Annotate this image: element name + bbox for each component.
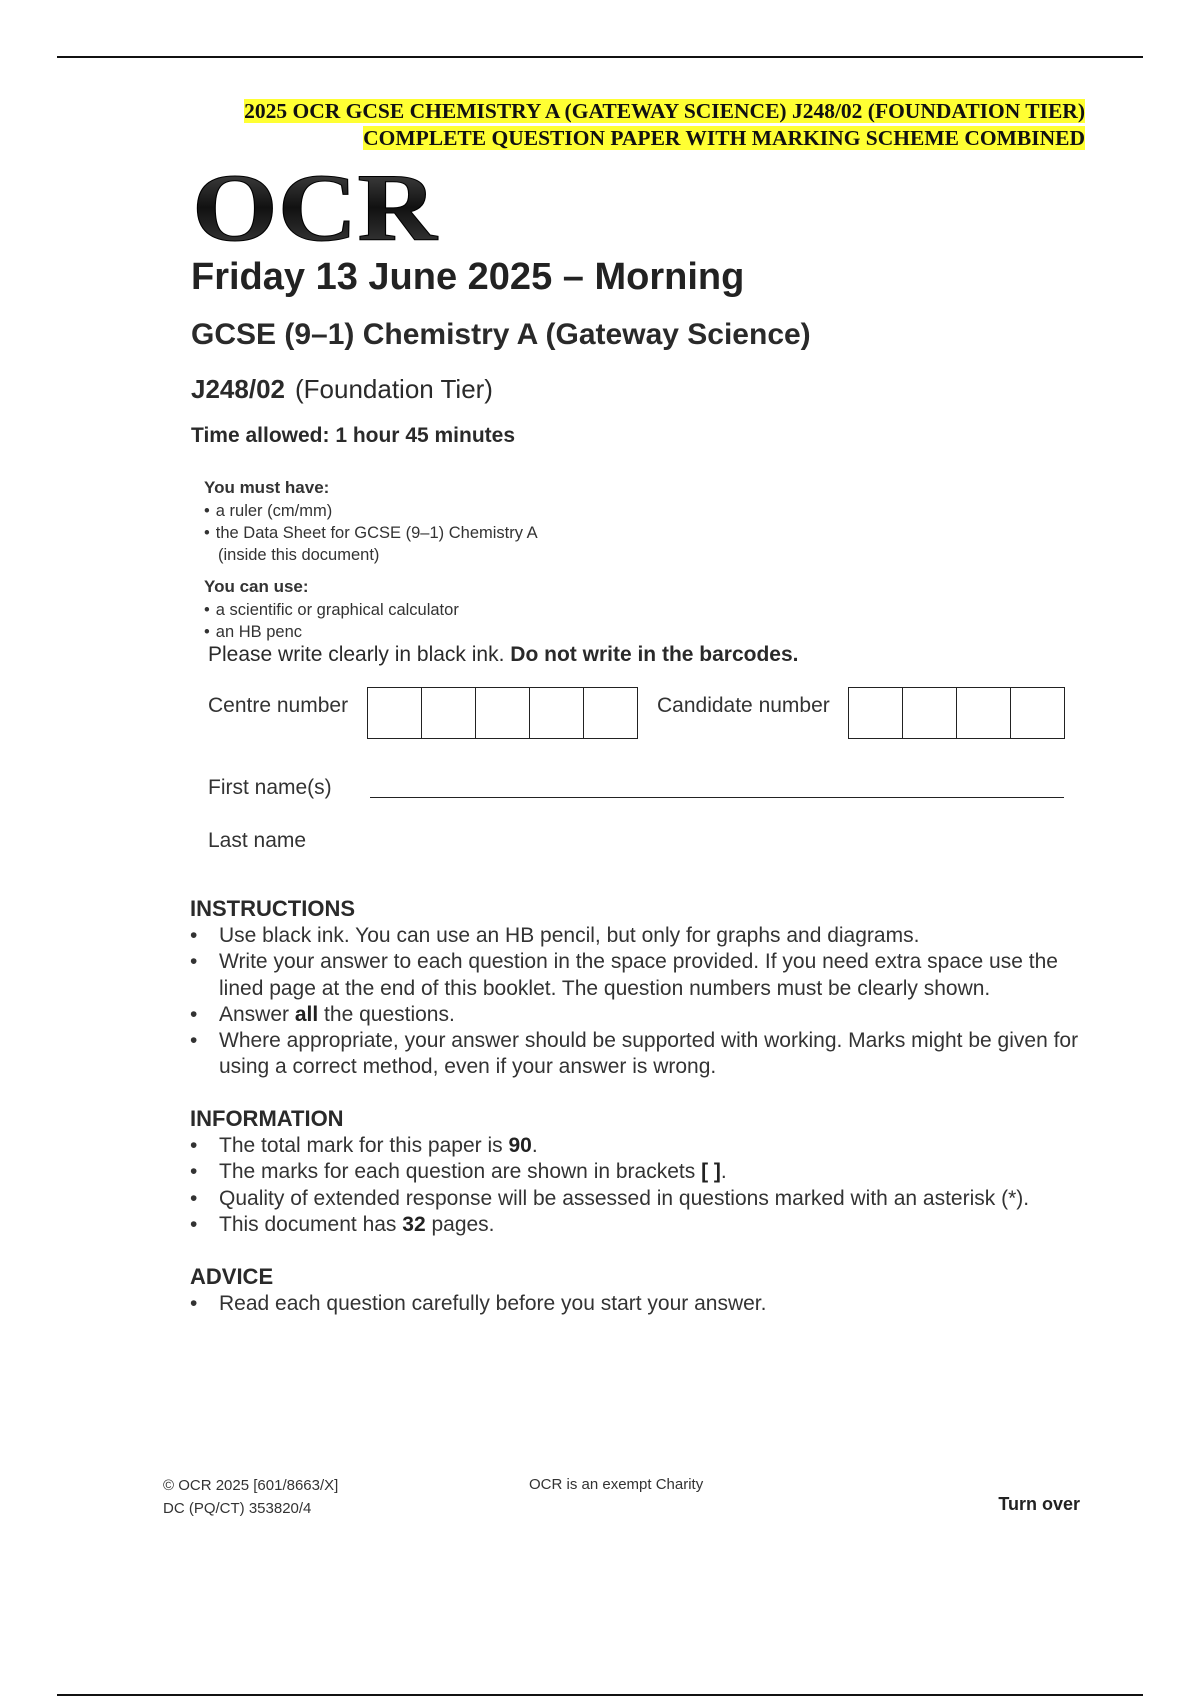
centre-number-digit-box[interactable] <box>422 688 476 738</box>
logo-text: OCR <box>192 172 439 248</box>
instruction-item: • Answer all the questions. <box>190 1002 1090 1028</box>
title-banner <box>110 98 1085 152</box>
centre-number-label: Centre number <box>208 694 349 717</box>
banner-line-1: 2025 OCR GCSE CHEMISTRY A (GATEWAY SCIENCE) J248/02 (FOUNDATION TIER) <box>244 99 1085 123</box>
centre-number-digit-box[interactable] <box>476 688 530 738</box>
can-use-block <box>204 577 459 643</box>
centre-number-digit-box[interactable] <box>368 688 422 738</box>
advice-item: • Read each question carefully before you start your answer. <box>190 1291 1090 1317</box>
advice-section <box>190 1263 1090 1317</box>
advice-heading: ADVICE <box>190 1264 274 1289</box>
candidate-number-digit-box[interactable] <box>1011 688 1064 738</box>
bottom-rule <box>57 1694 1143 1696</box>
instruction-item: • Write your answer to each question in the space provided. If you need extra space use the lined page at the end of this booklet. The question numbers must be clearly shown. <box>190 949 1090 1002</box>
turn-over-label: Turn over <box>998 1494 1080 1514</box>
paper-code-line <box>191 374 493 405</box>
top-rule <box>57 56 1143 58</box>
qualification-title: GCSE (9–1) Chemistry A (Gateway Science) <box>191 318 811 351</box>
footer-charity: OCR is an exempt Charity <box>529 1476 704 1493</box>
can-use-item: • an HB penc <box>204 621 459 643</box>
centre-number-boxes <box>367 687 638 739</box>
time-allowed: Time allowed: 1 hour 45 minutes <box>191 424 516 447</box>
banner-line-2: COMPLETE QUESTION PAPER WITH MARKING SCHEME COMBINED <box>363 126 1085 150</box>
footer-reference <box>163 1474 338 1520</box>
instruction-item: • Where appropriate, your answer should be supported with working. Marks might be given for using a correct method, even if your answer is wrong. <box>190 1028 1090 1081</box>
instructions-section <box>190 895 1090 1081</box>
instruction-item: • Use black ink. You can use an HB pencil, but only for graphs and diagrams. <box>190 923 1090 949</box>
information-heading: INFORMATION <box>190 1106 344 1131</box>
centre-number-digit-box[interactable] <box>530 688 584 738</box>
paper-code: J248/02 <box>191 374 285 404</box>
candidate-number-digit-box[interactable] <box>903 688 957 738</box>
can-use-heading: You can use: <box>204 577 309 596</box>
must-have-item: • a ruler (cm/mm) <box>204 500 538 522</box>
candidate-number-label: Candidate number <box>657 694 830 717</box>
centre-number-digit-box[interactable] <box>584 688 637 738</box>
ink-instruction-text: Please write clearly in black ink. <box>208 643 505 666</box>
must-have-heading: You must have: <box>204 478 330 497</box>
information-section <box>190 1105 1090 1238</box>
must-have-item-continuation: (inside this document) <box>218 546 380 564</box>
ocr-logo <box>192 172 442 248</box>
paper-tier: (Foundation Tier) <box>294 374 493 404</box>
first-name-label: First name(s) <box>208 776 332 799</box>
information-item: • This document has 32 pages. <box>190 1212 1090 1238</box>
last-name-label: Last name <box>208 829 307 852</box>
ink-instruction <box>208 643 799 667</box>
candidate-number-digit-box[interactable] <box>957 688 1011 738</box>
can-use-item: • a scientific or graphical calculator <box>204 599 459 621</box>
information-item: • The marks for each question are shown in brackets [ ]. <box>190 1159 1090 1185</box>
footer-copyright: © OCR 2025 [601/8663/X] <box>163 1477 339 1494</box>
information-item: • The total mark for this paper is 90. <box>190 1133 1090 1159</box>
footer-doc-ref: DC (PQ/CT) 353820/4 <box>163 1500 312 1517</box>
exam-date: Friday 13 June 2025 – Morning <box>191 256 745 298</box>
information-item: • Quality of extended response will be assessed in questions marked with an asterisk (*). <box>190 1186 1090 1212</box>
ink-instruction-bold: Do not write in the barcodes. <box>510 643 799 666</box>
candidate-number-digit-box[interactable] <box>849 688 903 738</box>
instructions-heading: INSTRUCTIONS <box>190 896 355 921</box>
must-have-block <box>204 478 538 566</box>
candidate-number-boxes <box>848 687 1065 739</box>
must-have-item: • the Data Sheet for GCSE (9–1) Chemistry A <box>204 522 538 544</box>
first-name-line[interactable] <box>370 797 1064 798</box>
